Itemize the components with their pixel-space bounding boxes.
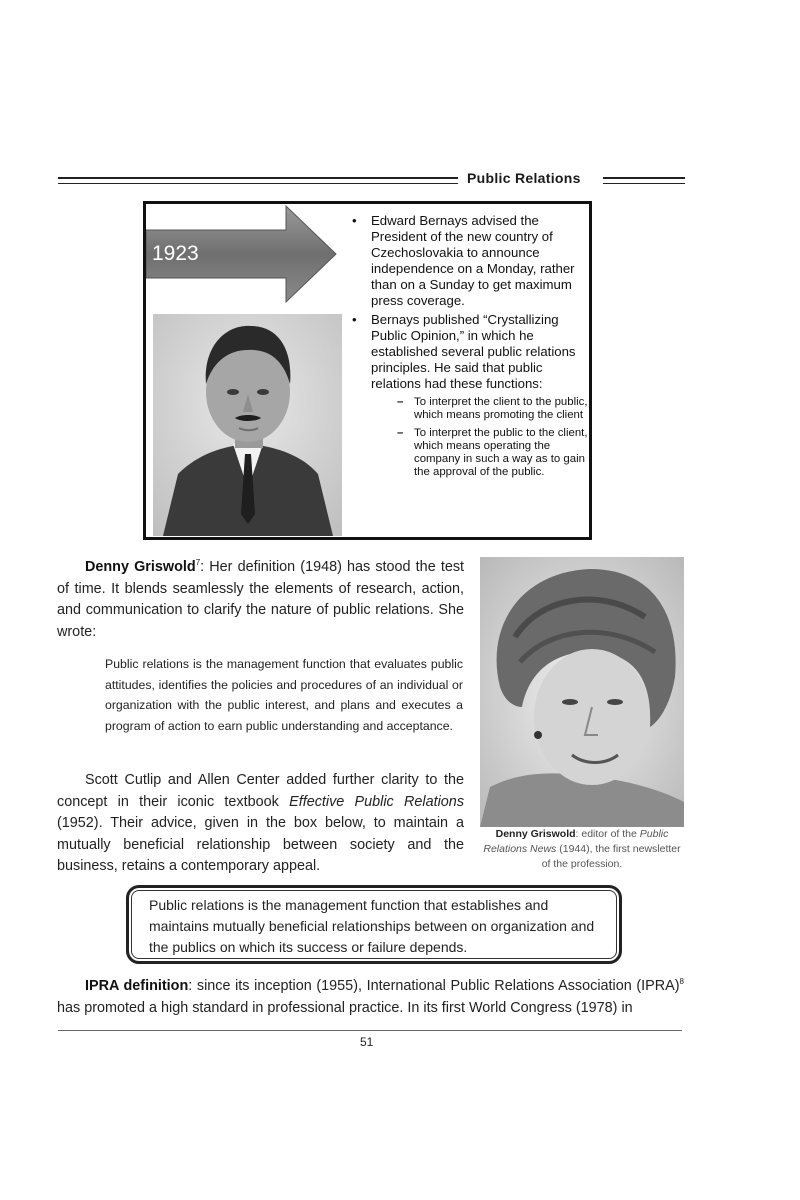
caption-part1: : editor of the [575, 828, 640, 840]
caption-publication: Public Relations News [483, 828, 669, 855]
timeline-box [143, 201, 592, 540]
ipra-paragraph [57, 976, 684, 1019]
running-title: Public Relations [467, 170, 581, 186]
header-rule-left [58, 177, 458, 184]
footnote-7: 7 [195, 558, 201, 568]
timeline-sub-bullet: – To interpret the public to the client, which means operating the company in such a way as to gain the approval of the public. [371, 427, 588, 480]
ipra-text-2: has promoted a high standard in professional practice. In its first World Congress (1978) in [57, 999, 633, 1016]
cutlip-paragraph [57, 770, 464, 878]
timeline-year: 1923 [152, 242, 199, 265]
timeline-bullet: • Edward Bernays advised the President of the new country of Czechoslovakia to announce independence on a Monday, rather than on a Sunday to get maximum press coverage. [348, 213, 588, 309]
griswold-photo [480, 557, 684, 827]
timeline-text [348, 213, 588, 483]
photo-caption [480, 827, 684, 872]
cutlip-rest: (1952). Their advice, given in the box below, to maintain a mutually beneficial relationship between society and the business, retains a contemporary appeal. [57, 815, 464, 874]
griswold-name: Denny Griswold [85, 559, 196, 575]
footer-rule [58, 1030, 682, 1031]
timeline-sub-bullet: – To interpret the client to the public, which means promoting the client [371, 396, 588, 423]
header-rule-right [603, 177, 685, 184]
bernays-photo [153, 314, 342, 536]
ipra-text-1: : since its inception (1955), International Public Relations Association (IPRA) [188, 978, 680, 994]
cutlip-intro: Scott Cutlip and Allen Center added further clarity to the concept in their iconic textbook [57, 772, 464, 810]
cutlip-book-title: Effective Public Relations [289, 793, 465, 810]
timeline-bullet-text: Bernays published “Crystallizing Public Opinion,” in which he established several public relations principles. He said that public relations had these functions: [371, 312, 576, 391]
page-number: 51 [360, 1035, 374, 1049]
griswold-paragraph [57, 557, 464, 643]
caption-name: Denny Griswold [495, 828, 576, 840]
timeline-bullet [348, 312, 588, 480]
caption-part2: (1944), the first newsletter of the profession. [541, 843, 681, 870]
footnote-8: 8 [679, 977, 684, 987]
ipra-label: IPRA definition [85, 978, 189, 994]
definition-text: Public relations is the management function that establishes and maintains mutually beneficial relationships between on organization and the publics on which its success or failure depends. [149, 897, 595, 955]
griswold-text: : Her definition (1948) has stood the test of time. It blends seamlessly the elements of research, action, and communication to clarify the nature of public relations. She wrote: [57, 559, 465, 640]
definition-box [126, 885, 622, 964]
griswold-quote: Public relations is the management function that evaluates public attitudes, identifies the policies and procedures of an individual or organization with the public interest, and plans and executes a program of action to earn public understanding and acceptance. [105, 657, 463, 733]
